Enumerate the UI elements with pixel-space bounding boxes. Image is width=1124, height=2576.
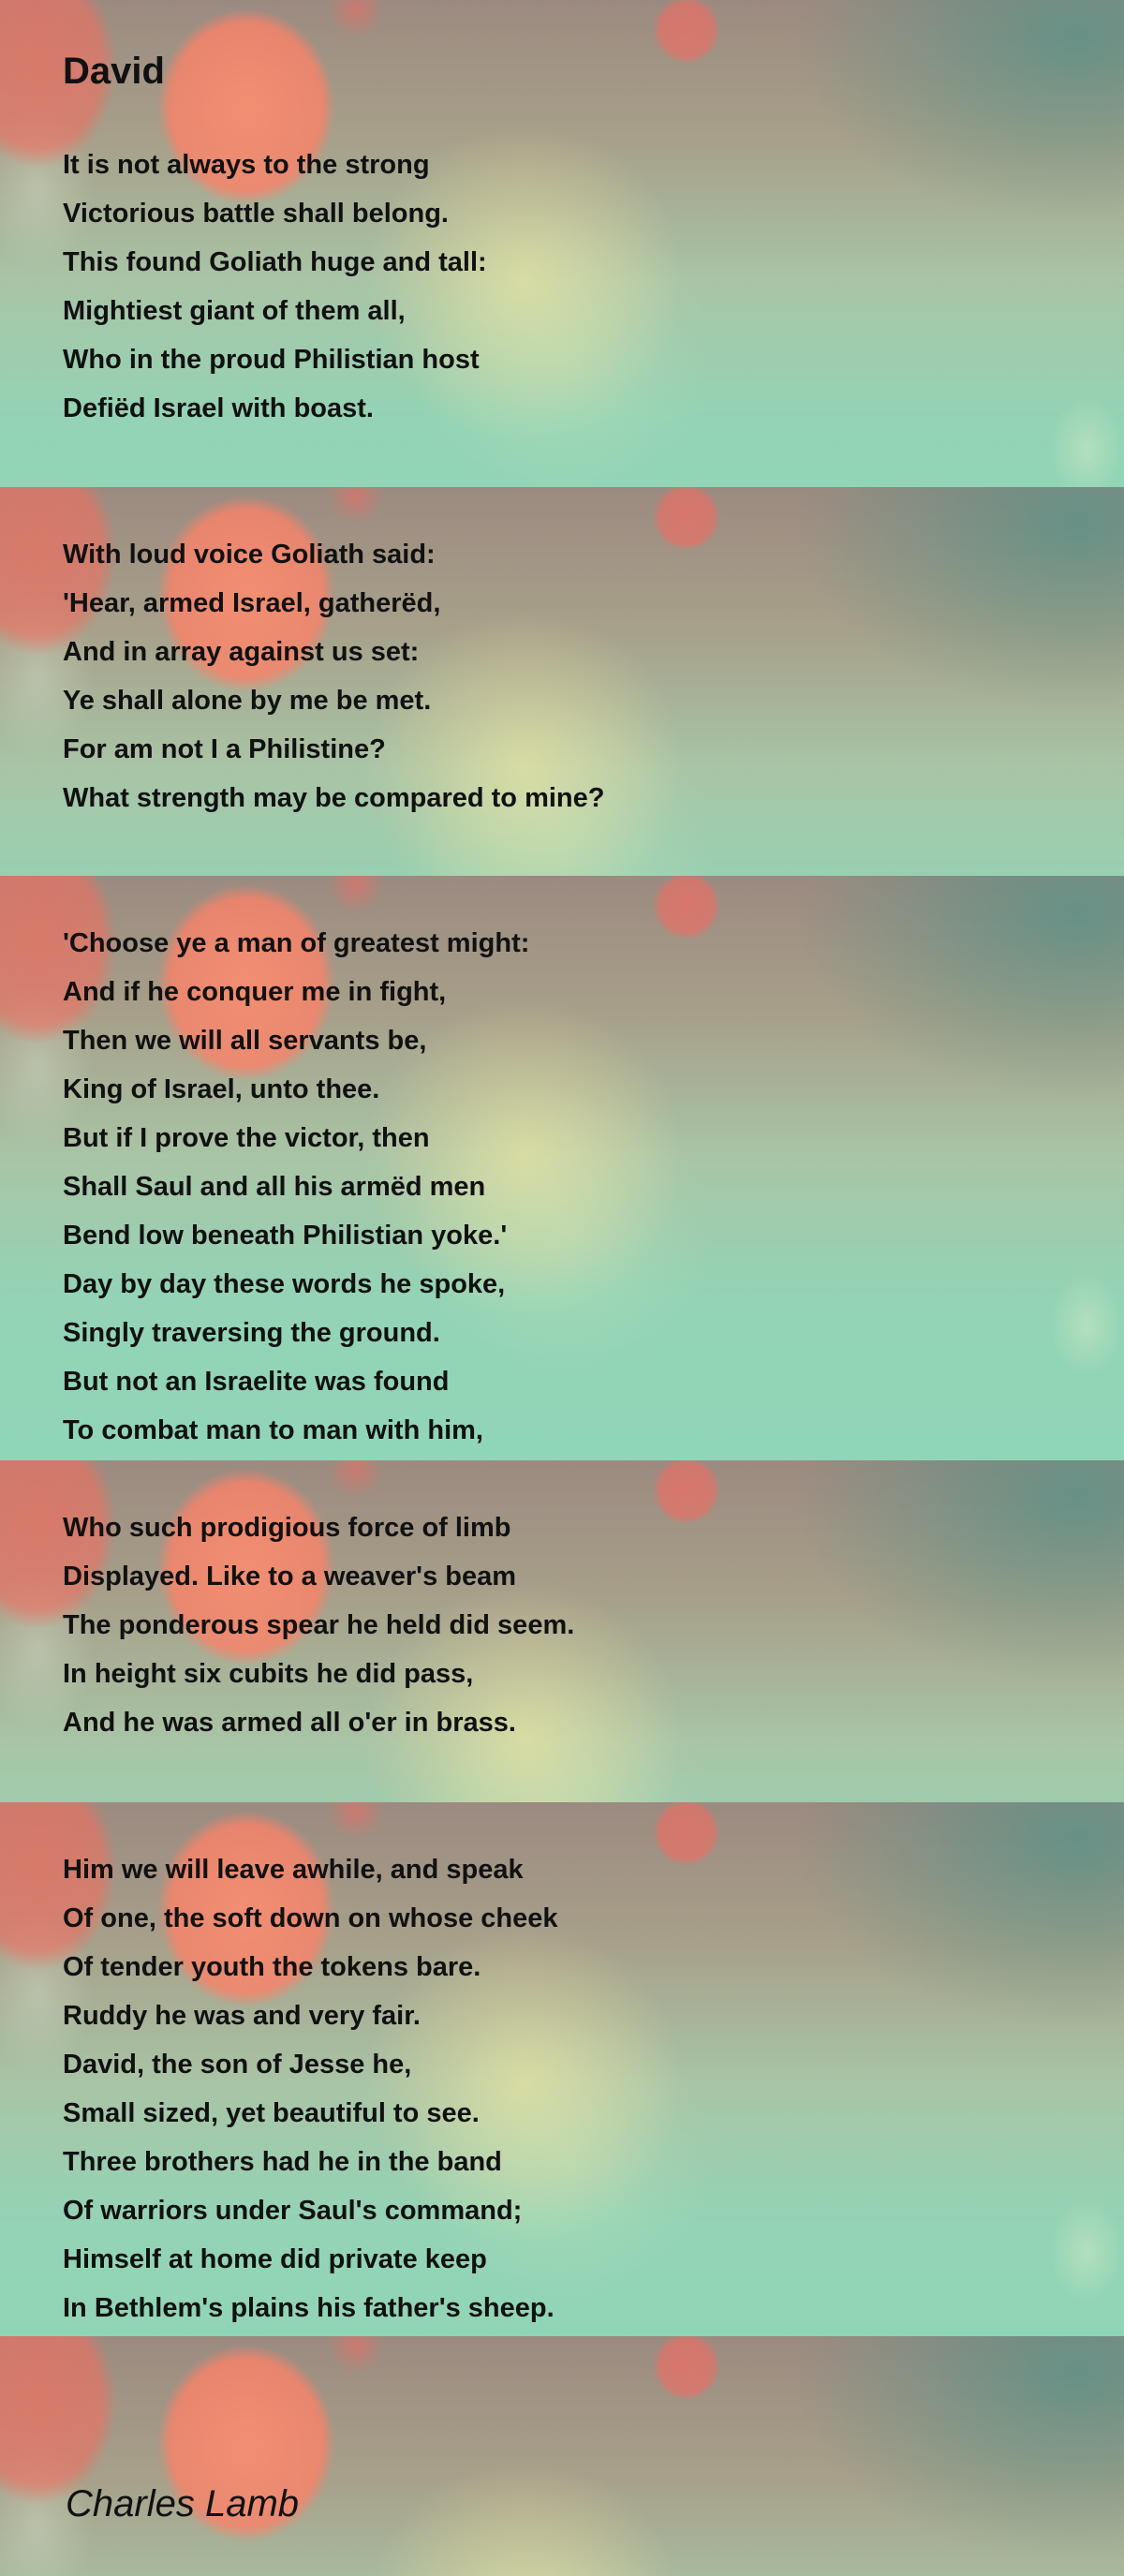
poem-line: Singly traversing the ground. bbox=[63, 1318, 440, 1348]
stanza bbox=[63, 1503, 574, 1747]
stanza bbox=[63, 141, 487, 433]
poem-line: But if I prove the victor, then bbox=[63, 1123, 430, 1153]
poem-line: Of warriors under Saul's command; bbox=[63, 2196, 523, 2226]
stanza bbox=[63, 1845, 558, 2332]
poem-line: King of Israel, unto thee. bbox=[63, 1074, 380, 1104]
poem-line: Who in the proud Philistian host bbox=[63, 345, 480, 375]
poem-line: For am not I a Philistine? bbox=[63, 734, 386, 764]
poem-line: Of tender youth the tokens bare. bbox=[63, 1952, 481, 1982]
poem-line: 'Hear, armed Israel, gatherëd, bbox=[63, 588, 441, 618]
poem-line: David, the son of Jesse he, bbox=[63, 2050, 412, 2080]
poem-author: Charles Lamb bbox=[66, 2483, 300, 2524]
poem-line: This found Goliath huge and tall: bbox=[63, 247, 487, 277]
poem-line: Victorious battle shall belong. bbox=[63, 199, 449, 229]
poem-line: 'Choose ye a man of greatest might: bbox=[63, 928, 530, 958]
poem-line: But not an Israelite was found bbox=[63, 1367, 450, 1397]
poem-line: Ruddy he was and very fair. bbox=[63, 2001, 421, 2031]
poem-panel-5 bbox=[0, 1802, 1124, 2336]
poem-line: In Bethlem's plains his father's sheep. bbox=[63, 2293, 555, 2323]
poem-line: Mightiest giant of them all, bbox=[63, 296, 406, 326]
poem-line: Then we will all servants be, bbox=[63, 1026, 427, 1056]
poem-line: Ye shall alone by me be met. bbox=[63, 686, 432, 716]
poem-line: Who such prodigious force of limb bbox=[63, 1513, 511, 1543]
poem-line: Small sized, yet beautiful to see. bbox=[63, 2098, 480, 2128]
author-panel bbox=[0, 2336, 1124, 2576]
poem-line: Displayed. Like to a weaver's beam bbox=[63, 1562, 517, 1591]
poem-line: It is not always to the strong bbox=[63, 150, 430, 180]
poem-line: What strength may be compared to mine? bbox=[63, 783, 605, 813]
poem-line: With loud voice Goliath said: bbox=[63, 540, 436, 570]
poem-line: Him we will leave awhile, and speak bbox=[63, 1855, 524, 1885]
poem-panel-1 bbox=[0, 0, 1124, 487]
poem-line: To combat man to man with him, bbox=[63, 1415, 483, 1445]
poem-line: And if he conquer me in fight, bbox=[63, 977, 447, 1007]
stanza bbox=[63, 919, 529, 1455]
stanza bbox=[63, 530, 604, 822]
poem-line: The ponderous spear he held did seem. bbox=[63, 1610, 575, 1640]
poem-line: Three brothers had he in the band bbox=[63, 2147, 502, 2177]
poem-line: Bend low beneath Philistian yoke.' bbox=[63, 1221, 508, 1251]
poem-line: Day by day these words he spoke, bbox=[63, 1269, 506, 1299]
poem-line: In height six cubits he did pass, bbox=[63, 1659, 474, 1689]
poem-line: Himself at home did private keep bbox=[63, 2244, 487, 2274]
poem-line: And in array against us set: bbox=[63, 637, 420, 667]
poem-panel-3 bbox=[0, 876, 1124, 1460]
poem-title: David bbox=[63, 51, 165, 92]
poem-panel-4 bbox=[0, 1460, 1124, 1802]
poem-panel-2 bbox=[0, 487, 1124, 876]
poem-line: Of one, the soft down on whose cheek bbox=[63, 1903, 558, 1933]
poem-line: Defiëd Israel with boast. bbox=[63, 393, 374, 423]
poem-line: Shall Saul and all his armëd men bbox=[63, 1172, 486, 1202]
poem-line: And he was armed all o'er in brass. bbox=[63, 1708, 516, 1738]
